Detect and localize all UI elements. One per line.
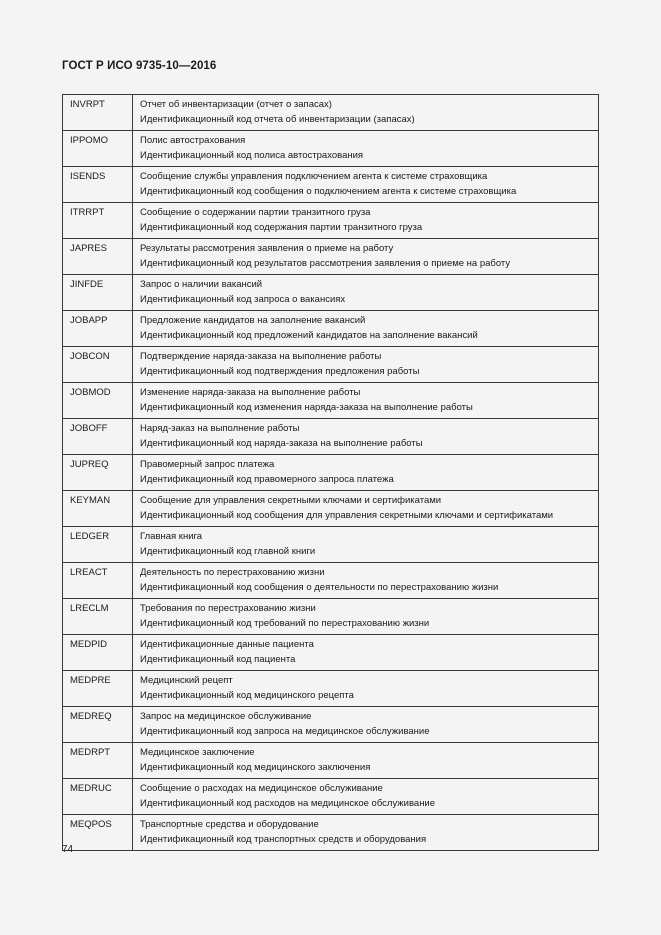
message-name: Подтверждение наряда-заказа на выполнение работы <box>140 351 382 362</box>
message-description-cell <box>133 491 599 527</box>
message-identifier: Идентификационный код отчета об инвентаризации (запасах) <box>140 114 415 125</box>
message-name: Транспортные средства и оборудование <box>140 819 319 830</box>
table-row <box>63 167 599 203</box>
message-code-cell: ITRRPT <box>63 203 133 239</box>
message-description-cell <box>133 311 599 347</box>
message-name: Сообщение о расходах на медицинское обслуживание <box>140 783 383 794</box>
table-row <box>63 347 599 383</box>
message-identifier: Идентификационный код транспортных средств и оборудования <box>140 834 427 845</box>
table-row <box>63 239 599 275</box>
message-code-cell: JOBOFF <box>63 419 133 455</box>
message-identifier: Идентификационный код сообщения для управления секретными ключами и сертификатами <box>140 510 554 521</box>
table-row <box>63 563 599 599</box>
message-description-cell <box>133 527 599 563</box>
message-identifier: Идентификационный код медицинского рецепта <box>140 690 354 701</box>
message-identifier: Идентификационный код медицинского заключения <box>140 762 371 773</box>
message-code-cell: JOBAPP <box>63 311 133 347</box>
table-row <box>63 527 599 563</box>
message-description-cell <box>133 815 599 851</box>
message-identifier: Идентификационный код требований по перестрахованию жизни <box>140 618 430 629</box>
message-code-cell: MEDPID <box>63 635 133 671</box>
message-name: Деятельность по перестрахованию жизни <box>140 567 325 578</box>
message-description-cell <box>133 203 599 239</box>
message-code-cell: MEQPOS <box>63 815 133 851</box>
message-description-cell <box>133 707 599 743</box>
message-codes-table <box>62 94 599 851</box>
message-description-cell <box>133 779 599 815</box>
message-code-cell: JOBMOD <box>63 383 133 419</box>
message-identifier: Идентификационный код подтверждения предложения работы <box>140 366 420 377</box>
message-code-cell: LEDGER <box>63 527 133 563</box>
message-identifier: Идентификационный код предложений кандидатов на заполнение вакансий <box>140 330 478 341</box>
message-code-cell: LREACT <box>63 563 133 599</box>
message-name: Сообщение о содержании партии транзитного груза <box>140 207 371 218</box>
message-identifier: Идентификационный код запроса на медицинское обслуживание <box>140 726 430 737</box>
message-name: Результаты рассмотрения заявления о приеме на работу <box>140 243 394 254</box>
message-identifier: Идентификационный код правомерного запроса платежа <box>140 474 394 485</box>
message-identifier: Идентификационный код расходов на медицинское обслуживание <box>140 798 436 809</box>
table-row <box>63 455 599 491</box>
message-description-cell <box>133 383 599 419</box>
message-code-cell: KEYMAN <box>63 491 133 527</box>
message-code-cell: JUPREQ <box>63 455 133 491</box>
message-description-cell <box>133 455 599 491</box>
message-code-cell: JOBCON <box>63 347 133 383</box>
table-row <box>63 419 599 455</box>
message-code-cell: MEDRPT <box>63 743 133 779</box>
message-code-cell: IPPOMO <box>63 131 133 167</box>
table-row <box>63 635 599 671</box>
message-name: Сообщение для управления секретными ключами и сертификатами <box>140 495 442 506</box>
message-description-cell <box>133 563 599 599</box>
document-header: ГОСТ Р ИСО 9735-10—2016 <box>62 60 217 72</box>
message-identifier: Идентификационный код главной книги <box>140 546 316 557</box>
message-identifier: Идентификационный код пациента <box>140 654 296 665</box>
table-row <box>63 203 599 239</box>
message-description-cell <box>133 635 599 671</box>
message-description-cell <box>133 275 599 311</box>
message-name: Полис автострахования <box>140 135 246 146</box>
message-name: Главная книга <box>140 531 203 542</box>
message-identifier: Идентификационный код наряда-заказа на выполнение работы <box>140 438 423 449</box>
message-name: Правомерный запрос платежа <box>140 459 275 470</box>
message-code-cell: ISENDS <box>63 167 133 203</box>
table-row <box>63 743 599 779</box>
message-description-cell <box>133 599 599 635</box>
table-row <box>63 707 599 743</box>
message-description-cell <box>133 347 599 383</box>
message-name: Требования по перестрахованию жизни <box>140 603 316 614</box>
message-code-cell: MEDREQ <box>63 707 133 743</box>
message-identifier: Идентификационный код запроса о вакансиях <box>140 294 346 305</box>
message-description-cell <box>133 131 599 167</box>
table-row <box>63 95 599 131</box>
message-name: Запрос о наличии вакансий <box>140 279 263 290</box>
message-description-cell <box>133 167 599 203</box>
table-row <box>63 779 599 815</box>
message-code-cell: MEDRUC <box>63 779 133 815</box>
message-name: Предложение кандидатов на заполнение вакансий <box>140 315 366 326</box>
message-name: Медицинский рецепт <box>140 675 233 686</box>
table-row <box>63 131 599 167</box>
message-code-cell: JINFDE <box>63 275 133 311</box>
table-row <box>63 383 599 419</box>
message-code-cell: LRECLM <box>63 599 133 635</box>
message-identifier: Идентификационный код сообщения о деятельности по перестрахованию жизни <box>140 582 499 593</box>
message-code-cell: JAPRES <box>63 239 133 275</box>
message-name: Сообщение службы управления подключением агента к системе страховщика <box>140 171 488 182</box>
table-body <box>63 95 599 851</box>
message-identifier: Идентификационный код сообщения о подключением агента к системе страховщика <box>140 186 517 197</box>
message-name: Изменение наряда-заказа на выполнение работы <box>140 387 361 398</box>
message-identifier: Идентификационный код полиса автострахования <box>140 150 364 161</box>
message-description-cell <box>133 419 599 455</box>
table-row <box>63 311 599 347</box>
message-name: Идентификационные данные пациента <box>140 639 314 650</box>
message-description-cell <box>133 743 599 779</box>
page-number: 74 <box>62 844 74 855</box>
message-code-cell: INVRPT <box>63 95 133 131</box>
message-identifier: Идентификационный код результатов рассмотрения заявления о приеме на работу <box>140 258 511 269</box>
message-identifier: Идентификационный код содержания партии транзитного груза <box>140 222 423 233</box>
message-description-cell <box>133 671 599 707</box>
message-code-cell: MEDPRE <box>63 671 133 707</box>
message-name: Запрос на медицинское обслуживание <box>140 711 312 722</box>
table-row <box>63 815 599 851</box>
message-identifier: Идентификационный код изменения наряда-заказа на выполнение работы <box>140 402 473 413</box>
message-description-cell <box>133 95 599 131</box>
message-description-cell <box>133 239 599 275</box>
message-name: Отчет об инвентаризации (отчет о запасах) <box>140 99 332 110</box>
table-row <box>63 599 599 635</box>
table-row <box>63 491 599 527</box>
message-name: Медицинское заключение <box>140 747 255 758</box>
message-name: Наряд-заказ на выполнение работы <box>140 423 300 434</box>
table-row <box>63 275 599 311</box>
table-row <box>63 671 599 707</box>
